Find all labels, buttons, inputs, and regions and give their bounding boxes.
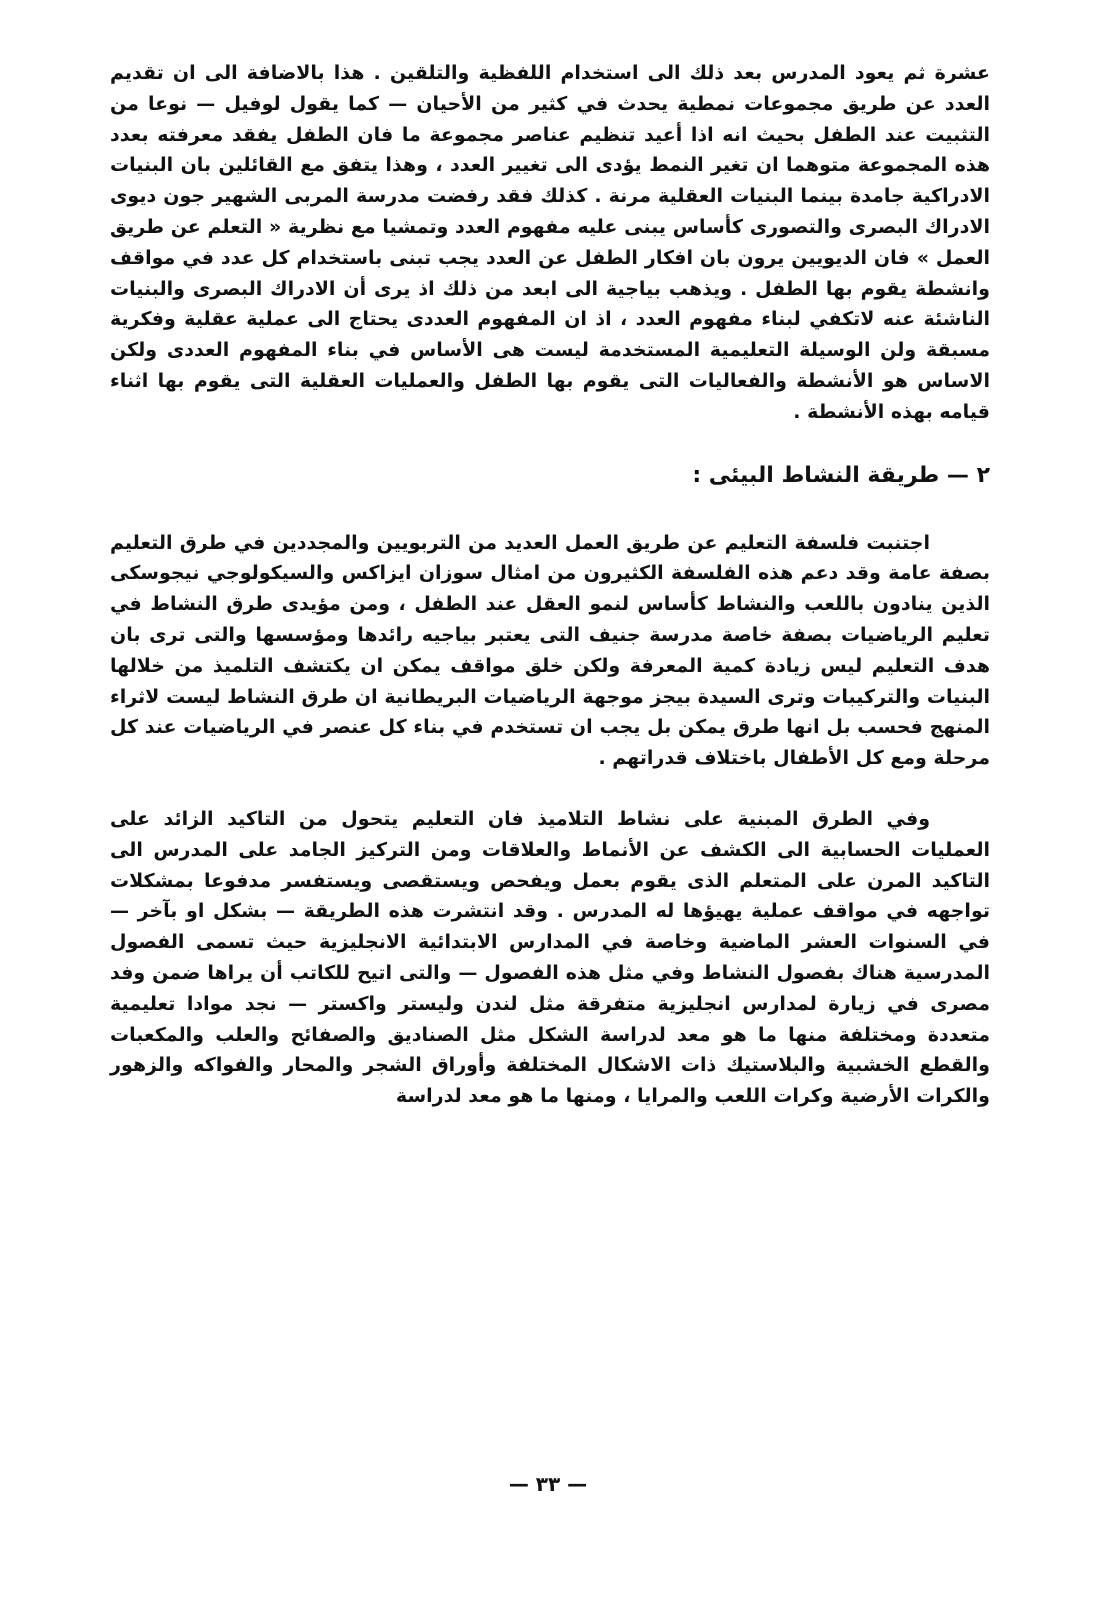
section-paragraph-1: اجتنبت فلسفة التعليم عن طريق العمل العديد من التربويين والمجددين في طرق التعليم بصفة عامة وقد دعم هذه الفلسفة الكثيرون من امثال سوزان ايزاكس والسيكولوجي نيجوسكى الذين ينادون باللعب والنشاط كأساس لنمو العقل عند الطفل ، ومن مؤيدى طرق النشاط في تعليم الرياضيات بصفة خاصة مدرسة جنيف التى يعتبر بياجيه رائدها ومؤسسها والتى ترى بان هدف التعليم ليس زيادة كمية المعرفة ولكن خلق مواقف يمكن ان يكتشف التلميذ من خلالها البنيات والتركيبات وترى السيدة بيجز موجهة الرياضيات البريطانية ان طرق النشاط ليست لاثراء المنهج فحسب بل انها طرق يمكن بل يجب ان تستخدم في بناء كل عنصر في الرياضيات عند كل مرحلة ومع كل الأطفال باختلاف قدراتهم . bbox=[110, 531, 990, 770]
section-heading: ٢ — طريقة النشاط البيئى : bbox=[692, 462, 990, 488]
opening-paragraph: عشرة ثم يعود المدرس بعد ذلك الى استخدام اللفظية والتلقين . هذا بالاضافة الى ان تقديم العدد عن طريق مجموعات نمطية يحدث في كثير من الأحيان — كما يقول لوفيل — نوعا من التثبيت عند الطفل بحيث انه اذا أعيد تنظيم عناصر مجموعة ما فان الطفل يفقد معرفته بعدد هذه المجموعة متوهما ان تغير النمط يؤدى الى تغيير العدد ، وهذا يتفق مع القائلين بان البنيات الادراكية جامدة بينما البنيات العقلية مرنة . كذلك فقد رفضت مدرسة المربى الشهير جون ديوى الادراك البصرى والتصورى كأساس يبنى عليه مفهوم العدد وتمشيا مع نظرية « التعلم عن طريق العمل » فان الديويين يرون بان افكار الطفل عن العدد يجب تبنى باستخدام كل عدد في مواقف وانشطة يقوم بها الطفل . ويذهب بياجية الى ابعد من ذلك اذ يرى أن الادراك البصرى والبنيات الناشئة عنه لاتكفي لبناء مفهوم العدد ، اذ ان المفهوم العددى يحتاج الى عملية عقلية وفكرية مسبقة ولن الوسيلة التعليمية المستخدمة ليست هى الأساس في بناء المفهوم العددى ولكن الاساس هو الأنشطة والفعاليات التى يقوم بها الطفل والعمليات العقلية التى يقوم بها اثناء قيامه بهذه الأنشطة . bbox=[110, 62, 990, 423]
paragraph-spacer bbox=[110, 774, 990, 804]
heading-spacer bbox=[110, 492, 990, 528]
page-body bbox=[110, 58, 990, 1112]
section-paragraph-2: وفي الطرق المبنية على نشاط التلاميذ فان التعليم يتحول من التاكيد الزائد على العمليات الحسابية الى الكشف عن الأنماط والعلاقات ومن التركيز الجامد على المدرس الى التاكيد المرن على المتعلم الذى يقوم بعمل ويفحص ويستقصى ويستفسر مدفوعا بمشكلات تواجهه في مواقف عملية يهيؤها له المدرس . وقد انتشرت هذه الطريقة — بشكل او بآخر — في السنوات العشر الماضية وخاصة في المدارس الابتدائية الانجليزية حيث تسمى الفصول المدرسية هناك بفصول النشاط وفي مثل هذه الفصول — والتى اتيح للكاتب أن يراها ضمن وفد مصرى في زيارة لمدارس انجليزية متفرقة مثل لندن وليستر واكستر — نجد موادا تعليمية متعددة ومختلفة منها ما هو معد لدراسة الشكل مثل الصناديق والصفائح والعلب والمكعبات والقطع الخشبية والبلاستيك ذات الاشكال المختلفة وأوراق الشجر والمحار والفواكه والزهور والكرات الأرضية وكرات اللعب والمرايا ، ومنها ما هو معد لدراسة bbox=[110, 807, 990, 1108]
page-number: — ٣٣ — bbox=[508, 1472, 588, 1496]
